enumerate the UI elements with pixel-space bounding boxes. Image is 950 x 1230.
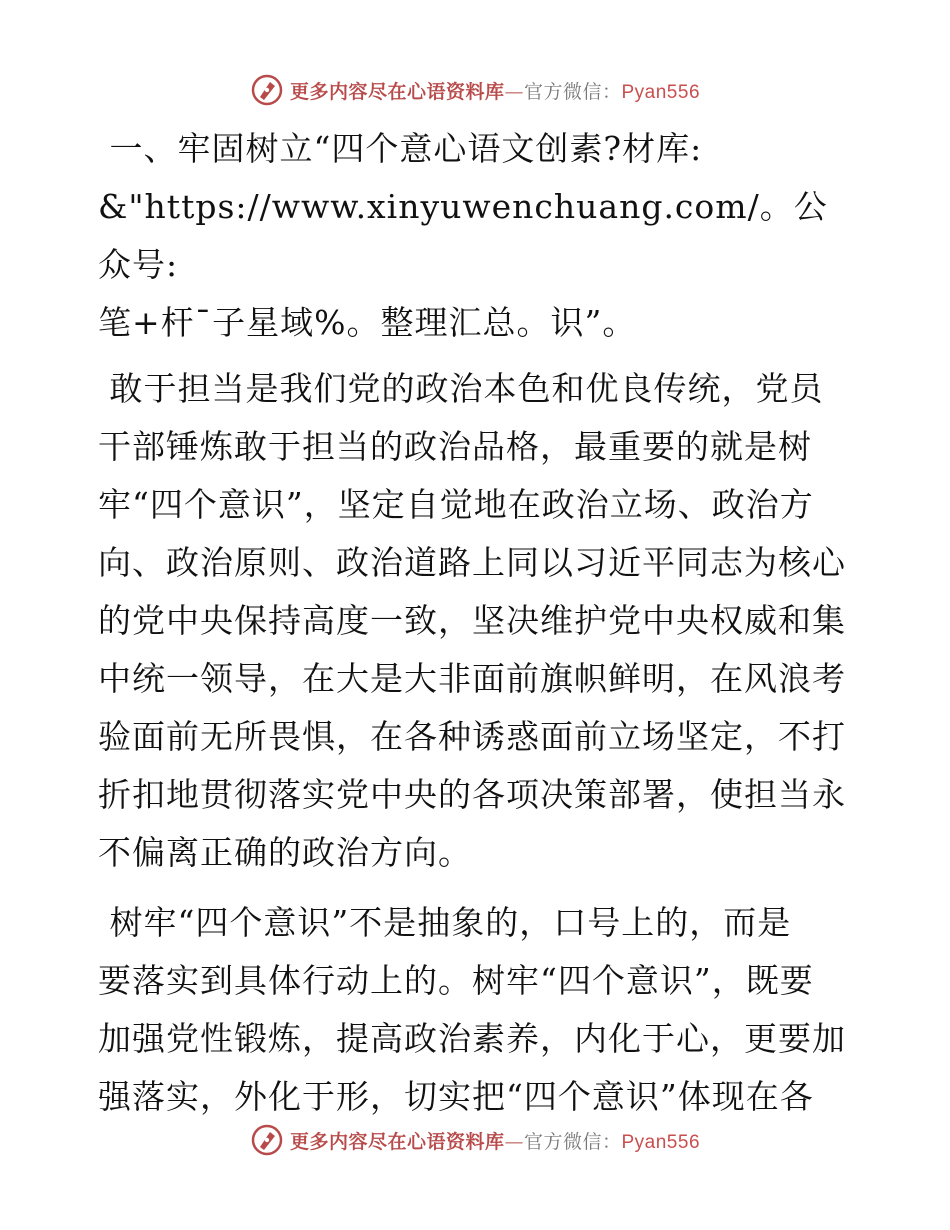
bottom-banner-inner: [250, 1123, 700, 1157]
bottom-banner-text: [290, 1127, 700, 1154]
pen-nib-logo-icon: [250, 73, 284, 107]
bottom-banner-prefix: 更多内容尽在心语资料库: [289, 1130, 505, 1153]
top-banner-prefix: 更多内容尽在心语资料库: [289, 80, 505, 103]
bottom-banner-wechat-label: 官方微信：: [523, 1130, 622, 1153]
bottom-banner-dash: —: [504, 1130, 524, 1153]
top-banner-wechat-id: Pyan556: [621, 81, 701, 103]
pen-nib-logo-icon: [250, 1123, 284, 1157]
top-banner-text: [290, 77, 700, 104]
top-banner-wechat-label: 官方微信：: [523, 80, 622, 103]
bottom-banner-wechat-id: Pyan556: [621, 1131, 701, 1153]
bottom-banner: [0, 1120, 950, 1160]
paragraph-2: 树牢“四个意识”不是抽象的，口号上的，而是 要落实到具体行动上的。树牢“四个意识”，既要 加强党性锻炼，提高政治素养，内化于心，更要加 强落实，外化于形，切实把“四个意识”体现在各: [98, 903, 846, 1116]
paragraph-1: 敢于担当是我们党的政治本色和优良传统，党员 干部锤炼敢于担当的政治品格，最重要的就是树 牢“四个意识”，坚定自觉地在政治立场、政治方 向、政治原则、政治道路上同以习近平同志为核心 的党中央保持高度一致，坚决维护党中央权威和集 中统一领导，在大是大非面前旗帜鲜明，在风浪考 验面前无所畏惧，在各种诱惑面前立场坚定，不打 折扣地贯彻落实党中央的各项决策部署，使担当永 不偏离正确的政治方向。: [98, 369, 846, 872]
document-body: [98, 120, 858, 1126]
top-banner-dash: —: [504, 80, 524, 103]
top-banner: [0, 70, 950, 110]
section-heading: 一、牢固树立“四个意心语文创素?材库: &"https://www.xinyuwenchuang.com/。公众号: 笔+杆¯子星域%。整理汇总。识”。: [98, 129, 828, 342]
top-banner-inner: [250, 73, 700, 107]
